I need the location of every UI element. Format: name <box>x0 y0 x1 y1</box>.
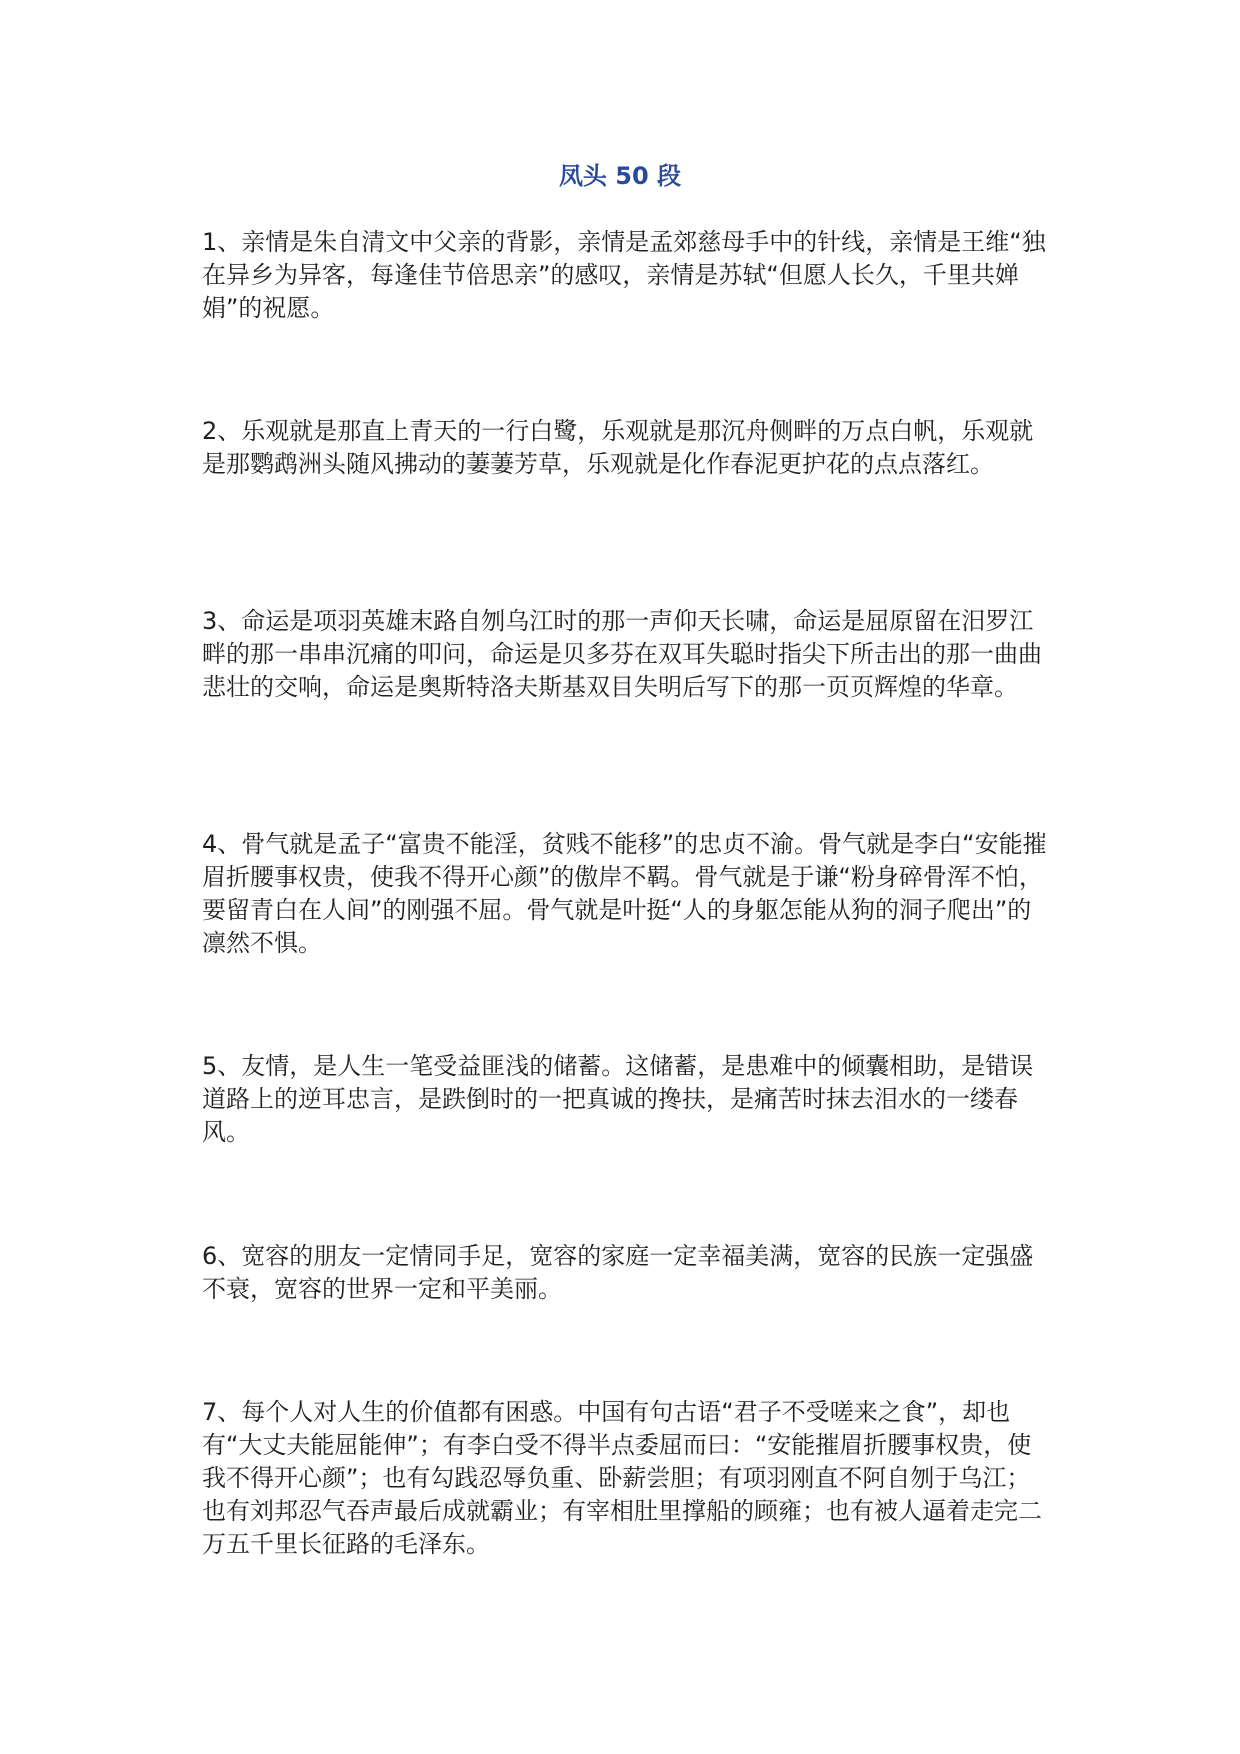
document-title: 凤头 50 段 <box>558 162 682 190</box>
paragraph-6: 6、宽容的朋友一定情同手足，宽容的家庭一定幸福美满，宽容的民族一定强盛不衰，宽容的世界一定和平美丽。 <box>202 1242 1034 1303</box>
paragraph-7: 7、每个人对人生的价值都有困惑。中国有句古语“君子不受嗟来之食”，却也有“大丈夫能屈能伸”；有李白受不得半点委屈而曰：“安能摧眉折腰事权贵，使我不得开心颜”；也有勾践忍辱负重、卧薪尝胆；有项羽刚直不阿自刎于乌江；也有刘邦忍气吞声最后成就霸业；有宰相肚里撑船的顾雍；也有被人逼着走完二万五千里长征路的毛泽东。 <box>202 1398 1042 1558</box>
paragraph-3: 3、命运是项羽英雄末路自刎乌江时的那一声仰天长啸，命运是屈原留在汨罗江畔的那一串串沉痛的叩问，命运是贝多芬在双耳失聪时指尖下所击出的那一曲曲悲壮的交响，命运是奥斯特洛夫斯基双目失明后写下的那一页页辉煌的华章。 <box>202 607 1042 701</box>
paragraph-4: 4、骨气就是孟子“富贵不能淫，贫贱不能移”的忠贞不渝。骨气就是李白“安能摧眉折腰事权贵，使我不得开心颜”的傲岸不羁。骨气就是于谦“粉身碎骨浑不怕，要留青白在人间”的刚强不屈。骨气就是叶挺“人的身躯怎能从狗的洞子爬出”的凛然不惧。 <box>202 830 1047 957</box>
paragraph-1: 1、亲情是朱自清文中父亲的背影，亲情是孟郊慈母手中的针线，亲情是王维“独在异乡为异客，每逢佳节倍思亲”的感叹，亲情是苏轼“但愿人长久，千里共婵娟”的祝愿。 <box>202 228 1046 322</box>
paragraph-5: 5、友情，是人生一笔受益匪浅的储蓄。这储蓄，是患难中的倾囊相助，是错误道路上的逆耳忠言，是跌倒时的一把真诚的搀扶，是痛苦时抹去泪水的一缕春风。 <box>202 1052 1034 1146</box>
paragraph-2: 2、乐观就是那直上青天的一行白鹭，乐观就是那沉舟侧畔的万点白帆，乐观就是那鹦鹉洲头随风拂动的萋萋芳草，乐观就是化作春泥更护花的点点落红。 <box>202 417 1034 478</box>
